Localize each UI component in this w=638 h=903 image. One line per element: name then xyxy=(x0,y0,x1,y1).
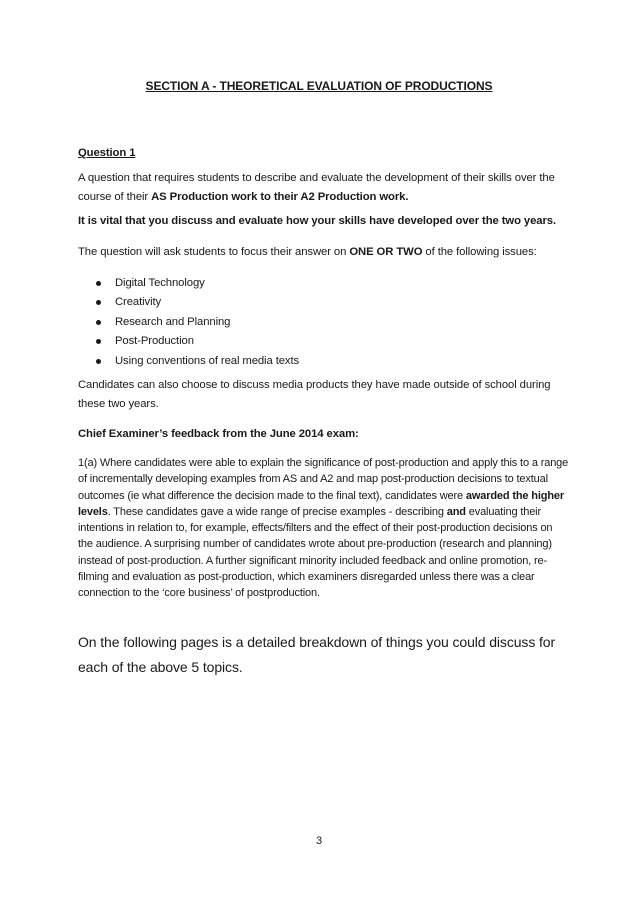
section-title: SECTION A - THEORETICAL EVALUATION OF PRODUCTIONS xyxy=(145,79,493,93)
feedback-emphasis-2: and xyxy=(446,505,466,518)
bullet-icon xyxy=(96,281,101,286)
topic-label: Post-Production xyxy=(115,335,194,348)
list-item xyxy=(96,274,299,293)
vital-note: It is vital that you discuss and evaluate how your skills have developed over the two years. xyxy=(78,215,556,227)
topic-label: Creativity xyxy=(115,296,162,309)
bullet-icon xyxy=(96,359,101,364)
focus-instruction xyxy=(78,243,570,262)
topic-label: Using conventions of real media texts xyxy=(115,354,300,367)
closing-line: On the following pages is a detailed breakdown of things you could discuss for each of the above 5 topics. xyxy=(78,634,556,675)
feedback-text-part1: 1(a) Where candidates were able to explain the significance of post-production and apply this to a range of incrementally developing examples from AS and A2 and map post-production decisions to textual outcomes (ie what difference the decision made to the final text), candidates were xyxy=(78,457,569,502)
feedback-emphasis-1: awarded the higher levels xyxy=(78,489,565,518)
list-item xyxy=(96,293,299,312)
bullet-icon xyxy=(96,300,101,305)
bullet-icon xyxy=(96,339,101,344)
topic-label: Digital Technology xyxy=(115,277,205,289)
topic-list xyxy=(96,274,299,371)
focus-text-start: The question will ask students to focus their answer on xyxy=(78,246,350,258)
list-item xyxy=(96,352,299,371)
bullet-icon xyxy=(96,320,101,325)
question-heading: Question 1 xyxy=(78,147,136,159)
outside-school-note: Candidates can also choose to discuss media products they have made outside of school during these two years. xyxy=(78,379,551,410)
topic-label: Research and Planning xyxy=(115,315,231,328)
feedback-text xyxy=(78,455,570,602)
page-number: 3 xyxy=(315,835,323,847)
focus-text-end: of the following issues: xyxy=(422,246,537,258)
feedback-text-part2: . These candidates gave a wide range of precise examples - describing xyxy=(107,505,447,518)
feedback-heading: Chief Examiner’s feedback from the June 2014 exam: xyxy=(78,428,359,440)
question-intro-emphasis: AS Production work to their A2 Production work. xyxy=(151,191,409,203)
list-item xyxy=(96,313,299,332)
list-item xyxy=(96,332,299,351)
feedback-text-part3: evaluating their intentions in relation to, for example, effects/filters and the effect of their post-production decisions on the audience. A surprising number of candidates wrote about pre-production (research and planning) instead of post-production. A further significant minority included feedback and online promotion, re-filming and evaluation as post-production, which examiners disregarded unless there was a clear connection to the ‘core business’ of postproduction. xyxy=(78,505,553,600)
question-intro xyxy=(78,169,570,207)
focus-emphasis: ONE OR TWO xyxy=(349,246,423,258)
question-intro-text: A question that requires students to describe and evaluate the development of their skills over the course of their xyxy=(78,172,555,203)
